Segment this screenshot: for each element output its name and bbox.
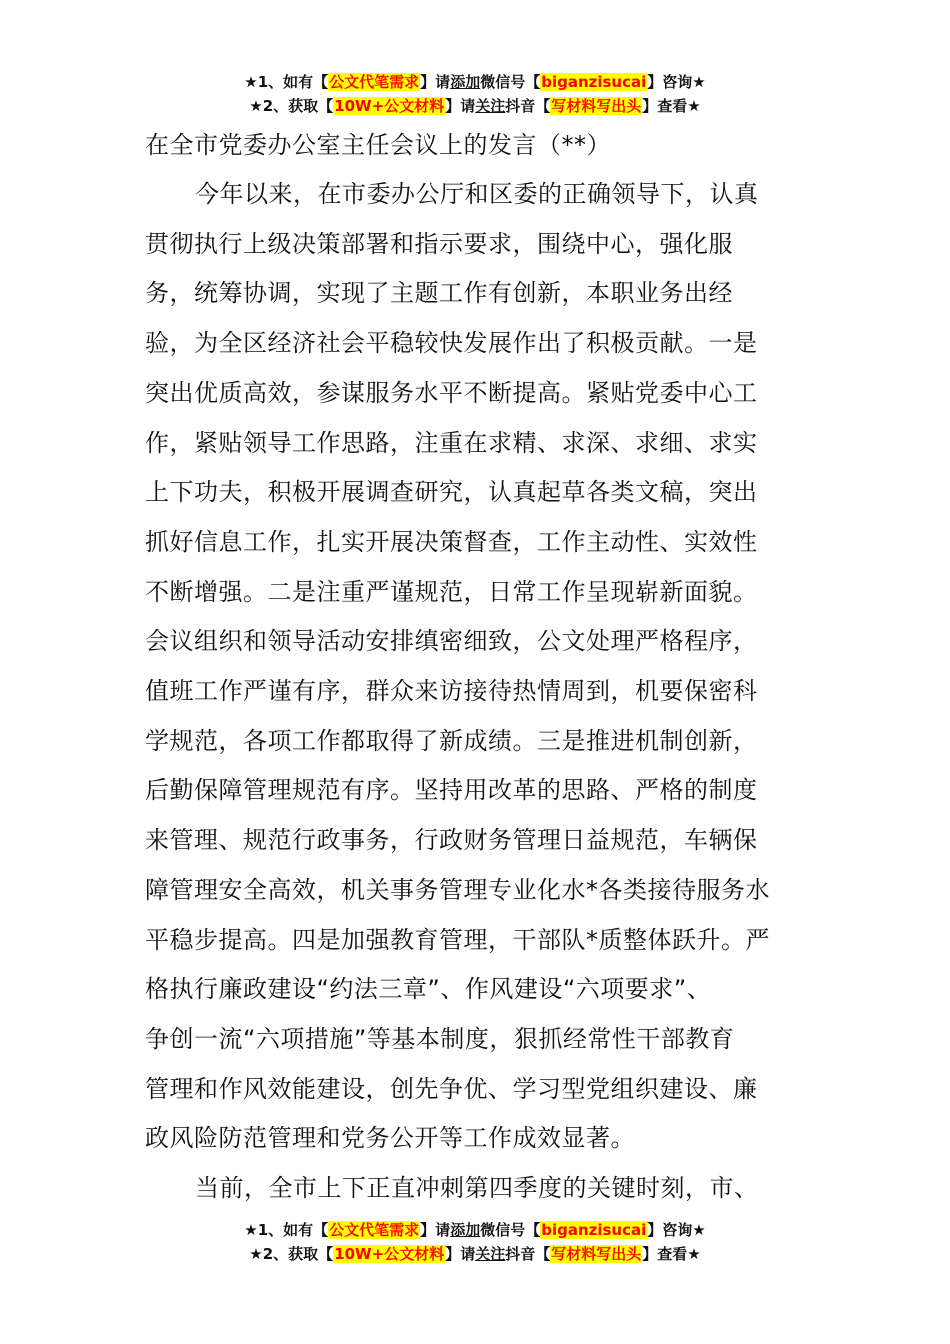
text-line: 抓好信息工作，扎实开展决策督查，工作主动性、实效性 xyxy=(145,527,758,556)
text-line: 争创一流“六项措施”等基本制度，狠抓经常性干部教育 xyxy=(145,1024,735,1053)
text-line: 不断增强。二是注重严谨规范，日常工作呈现崭新面貌。 xyxy=(145,577,758,606)
highlight-service: 公文代笔需求 xyxy=(329,73,420,91)
highlight-wechat-id: biganzisucai xyxy=(541,73,647,91)
text-line: 管理和作风效能建设，创先争优、学习型党组织建设、廉 xyxy=(145,1074,758,1103)
text-line: 平稳步提高。四是加强教育管理，干部队*质整体跃升。严 xyxy=(145,925,770,954)
highlight-douyin-account: 写材料写出头 xyxy=(551,1245,642,1263)
text-line: 障管理安全高效，机关事务管理专业化水*各类接待服务水 xyxy=(145,875,770,904)
text-line: 务，统筹协调，实现了主题工作有创新，本职业务出经 xyxy=(145,279,733,308)
highlight-materials: 10W+公文材料 xyxy=(334,1245,445,1263)
highlight-materials: 10W+公文材料 xyxy=(334,97,445,115)
text-line: 政风险防范管理和党务公开等工作成效显著。 xyxy=(145,1124,635,1153)
text-line: 值班工作严谨有序，群众来访接待热情周到，机要保密科 xyxy=(145,677,758,706)
highlight-service: 公文代笔需求 xyxy=(329,1221,420,1239)
text-line: 上下功夫，积极开展调查研究，认真起草各类文稿，突出 xyxy=(145,478,758,507)
text-line: 后勤保障管理规范有序。坚持用改革的思路、严格的制度 xyxy=(145,776,758,805)
promo-line-2: ★2、获取【10W+公文材料】请关注抖音【写材料写出头】查看★ xyxy=(249,97,701,115)
document-title: 在全市党委办公室主任会议上的发言（**） xyxy=(145,131,611,159)
text-line: 格执行廉政建设“约法三章”、作风建设“六项要求”、 xyxy=(145,975,712,1004)
text-line: 贯彻执行上级决策部署和指示要求，围绕中心，强化服 xyxy=(145,229,733,258)
text-line: 作，紧贴领导工作思路，注重在求精、求深、求细、求实 xyxy=(145,428,758,457)
text-line: 今年以来，在市委办公厅和区委的正确领导下，认真 xyxy=(195,180,759,208)
promo-line-1: ★1、如有【公文代笔需求】请添加微信号【biganzisucai】咨询★ xyxy=(244,73,706,91)
text-line: 突出优质高效，参谋服务水平不断提高。紧贴党委中心工 xyxy=(145,378,758,407)
highlight-douyin-account: 写材料写出头 xyxy=(551,97,642,115)
text-line: 学规范，各项工作都取得了新成绩。三是推进机制创新， xyxy=(145,726,758,755)
text-line: 来管理、规范行政事务，行政财务管理日益规范，车辆保 xyxy=(145,826,758,855)
paragraph-1 xyxy=(145,170,805,1164)
promo-line-1: ★1、如有【公文代笔需求】请添加微信号【biganzisucai】咨询★ xyxy=(244,1221,706,1239)
text-line: 当前，全市上下正直冲刺第四季度的关键时刻，市、 xyxy=(195,1174,759,1203)
promo-line-2: ★2、获取【10W+公文材料】请关注抖音【写材料写出头】查看★ xyxy=(249,1245,701,1263)
paragraph-2 xyxy=(145,1164,805,1214)
promo-banner-bottom xyxy=(0,1218,950,1266)
promo-banner-top xyxy=(0,70,950,118)
text-line: 会议组织和领导活动安排缜密细致，公文处理严格程序， xyxy=(145,627,758,656)
text-line: 验，为全区经济社会平稳较快发展作出了积极贡献。一是 xyxy=(145,329,758,358)
highlight-wechat-id: biganzisucai xyxy=(541,1221,647,1239)
document-body xyxy=(145,120,805,1214)
